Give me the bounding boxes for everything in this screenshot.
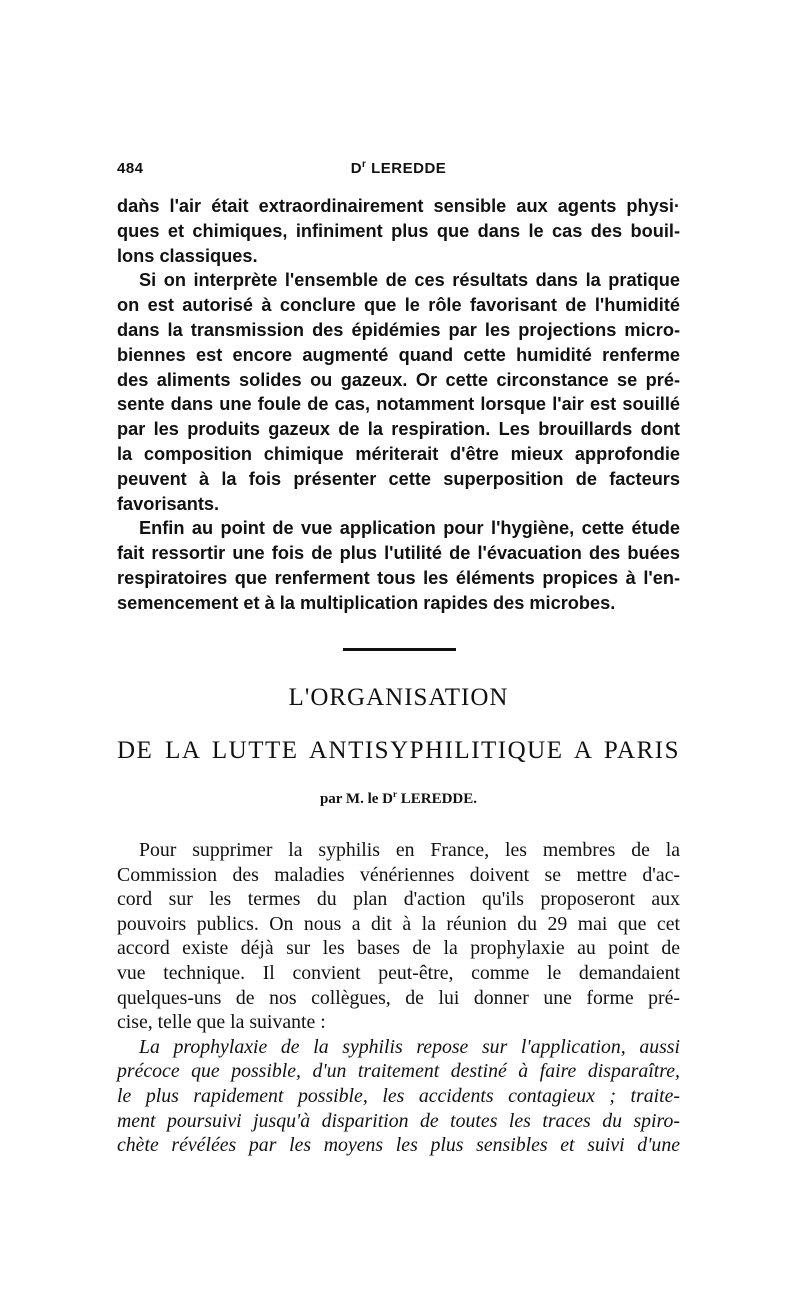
continued-text-block <box>117 194 680 616</box>
running-head <box>117 160 680 180</box>
italic-text-line: ment poursuivi jusqu'à disparition de toutes les traces du spiro- <box>117 1109 680 1132</box>
text-line: quelques-uns de nos collègues, de lui donner une forme pré- <box>117 986 680 1009</box>
text-line: biennes est encore augmenté quand cette humidité renferme <box>117 344 680 365</box>
text-line: on est autorisé à conclure que le rôle favorisant de l'humidité <box>117 295 680 316</box>
text-line: favorisants. <box>117 493 220 514</box>
article-byline <box>117 791 680 808</box>
text-line: ques et chimiques, infiniment plus que dans le cas des bouil- <box>117 220 680 241</box>
italic-text-line: La prophylaxie de la syphilis repose sur l'application, aussi <box>139 1035 680 1058</box>
running-title-prefix: D <box>350 160 363 177</box>
text-line: Pour supprimer la syphilis en France, les membres de la <box>139 839 680 861</box>
running-title <box>117 160 680 177</box>
text-line: sente dans une foule de cas, notamment lorsque l'air est souillé <box>117 394 680 415</box>
byline-name: LEREDDE. <box>397 791 478 807</box>
page-number: 484 <box>117 160 144 177</box>
text-line: dans la transmission des épidémies par les projections micro- <box>117 319 680 340</box>
italic-text-line: précoce que possible, d'un traitement destiné à faire disparaître, <box>117 1060 680 1083</box>
italic-text-line: le plus rapidement possible, les accidents contagieux ; traite- <box>117 1084 680 1107</box>
italic-text-line: chète révélées par les moyens les plus sensibles et suivi d'une <box>117 1134 680 1157</box>
text-line: accord existe déjà sur les bases de la prophylaxie au point de <box>117 937 680 960</box>
article-title-line-2: DE LA LUTTE ANTISYPHILITIQUE A PARIS <box>117 737 680 764</box>
text-line: fait ressortir une fois de plus l'utilité de l'évacuation des buées <box>117 543 680 564</box>
text-line: pouvoirs publics. On nous a dit à la réunion du 29 mai que cet <box>117 912 680 935</box>
running-title-superscript: r <box>362 159 367 170</box>
text-line: cise, telle que la suivante : <box>117 1011 326 1034</box>
text-line: daǹs l'air était extraordinairement sensible aux agents physi· <box>117 196 680 216</box>
section-separator-rule <box>343 648 456 651</box>
article-title-line-1: L'ORGANISATION <box>288 684 509 711</box>
text-line: des aliments solides ou gazeux. Or cette circonstance se pré- <box>117 369 680 390</box>
running-title-name: LEREDDE <box>366 160 447 177</box>
text-line: vue technique. Il convient peut-être, comme le demandaient <box>117 961 680 984</box>
byline-superscript: r <box>393 789 397 799</box>
article-body <box>117 838 680 1158</box>
byline-prefix: par M. le D <box>319 791 393 807</box>
text-line: Si on interprète l'ensemble de ces résultats dans la pratique <box>139 270 680 291</box>
text-line: par les produits gazeux de la respiration. Les brouillards dont <box>117 419 680 440</box>
text-line: respiratoires que renferment tous les éléments propices à l'en- <box>117 567 680 588</box>
text-line: Commission des maladies vénériennes doivent se mettre d'ac- <box>117 863 680 886</box>
text-line: lons classiques. <box>117 245 258 266</box>
text-line: cord sur les termes du plan d'action qu'ils proposeront aux <box>117 888 680 911</box>
text-line: peuvent à la fois présenter cette superposition de facteurs <box>117 468 680 489</box>
text-line: Enfin au point de vue application pour l'hygiène, cette étude <box>139 518 680 539</box>
text-line: la composition chimique mériterait d'être mieux approfondie <box>117 443 680 464</box>
text-line: semencement et à la multiplication rapides des microbes. <box>117 592 616 613</box>
